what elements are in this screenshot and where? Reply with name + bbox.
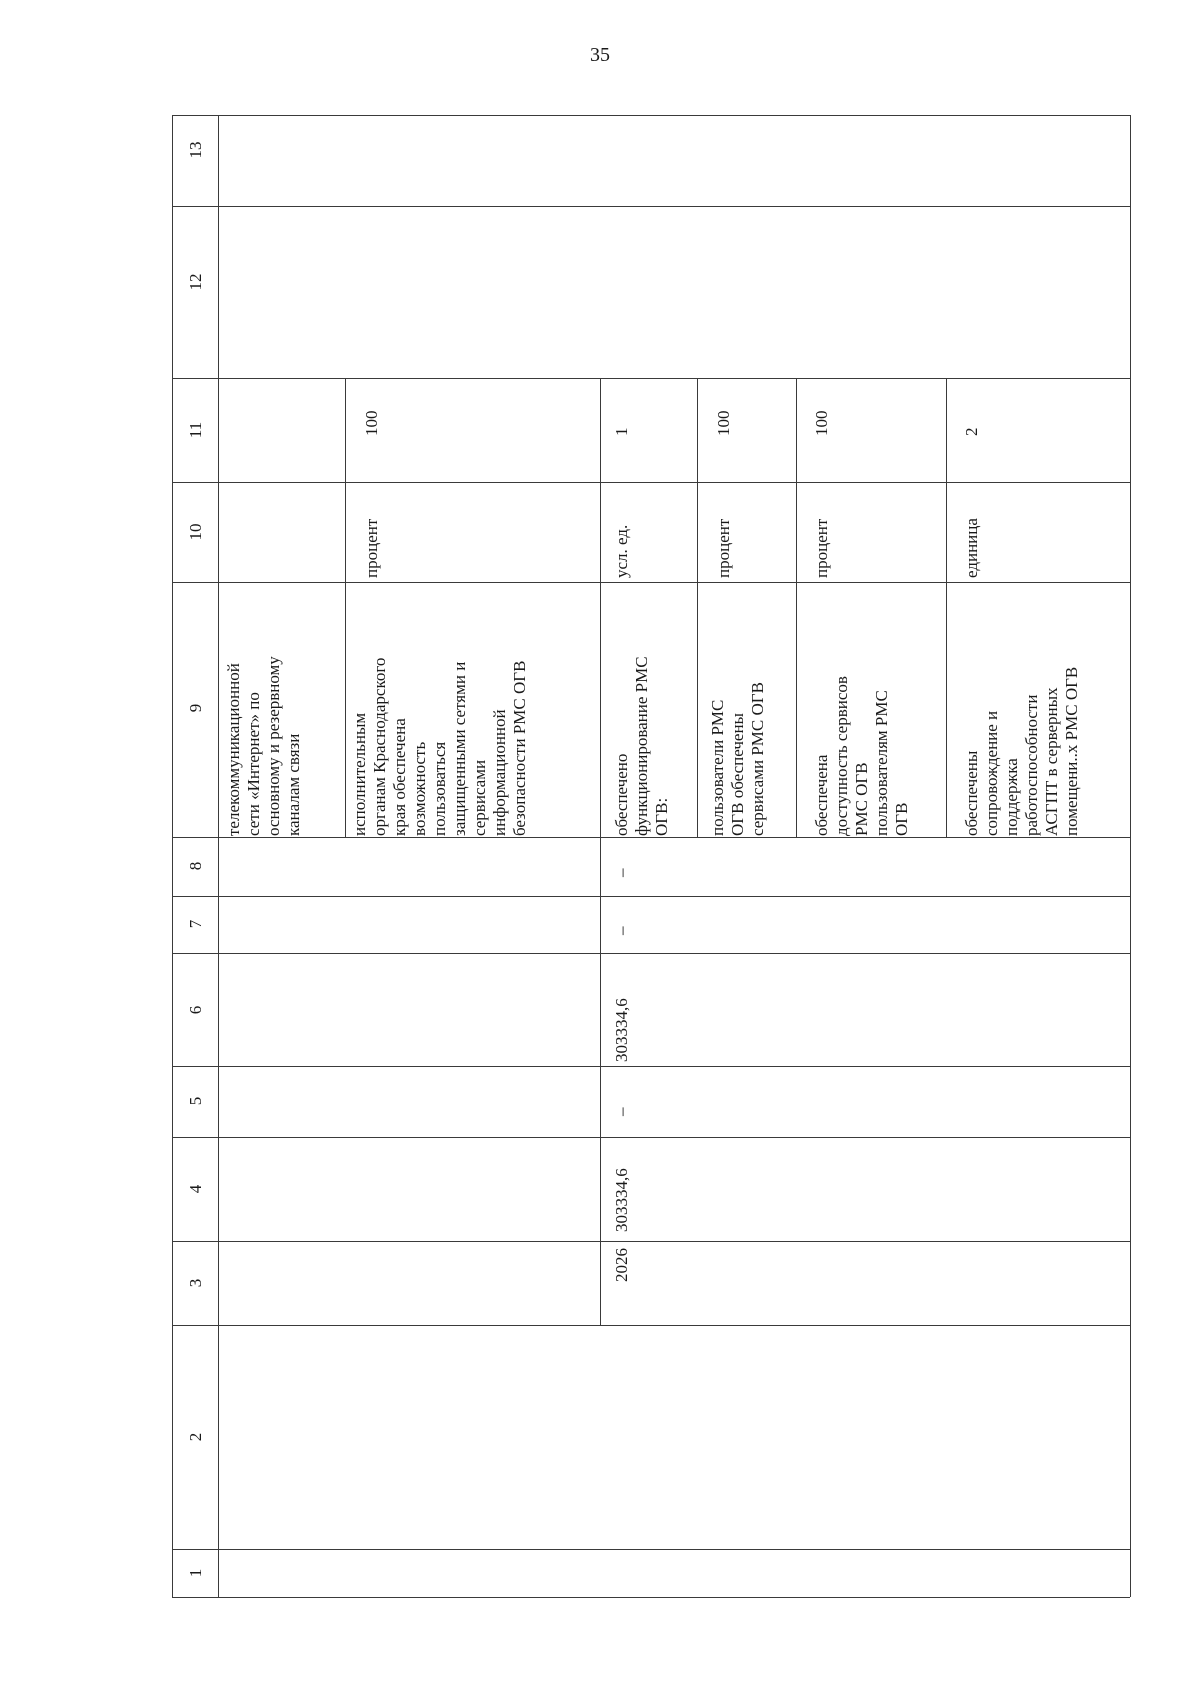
cell-r3-c9-description: обеспечено функционирование РМС ОГВ:: [612, 656, 671, 836]
cell-r3-c4-total: 303334,6: [612, 1168, 631, 1232]
column-number-5: 5: [186, 1096, 205, 1106]
column-number-1: 1: [186, 1568, 205, 1578]
cell-r2-c11-value: 100: [362, 410, 381, 436]
cell-r4-c9-description: пользователи РМС ОГВ обеспечены сервисами РМС ОГВ: [708, 682, 767, 836]
record-sep-a: [345, 378, 346, 837]
record-sep-d: [796, 378, 797, 837]
column-number-6: 6: [186, 1005, 205, 1015]
cell-r1-c9-description: телекоммуникационной сети «Интернет» по основному и резервному каналам связи: [224, 656, 303, 836]
record-sep-c: [697, 378, 698, 837]
cell-r2-c10-unit: процент: [362, 518, 381, 578]
table-border-top: [172, 115, 1130, 116]
column-number-11: 11: [186, 421, 205, 439]
cell-r4-c11-value: 100: [714, 410, 733, 436]
record-sep-b: [600, 378, 601, 1325]
col-boundary-13-12: [172, 206, 1130, 207]
col-boundary-2-1: [172, 1549, 1130, 1550]
cell-r3-c8-value: –: [612, 868, 631, 877]
col-boundary-7-6: [172, 953, 1130, 954]
col-boundary-4-3: [172, 1241, 1130, 1242]
column-number-9: 9: [186, 703, 205, 713]
table-border-bottom: [172, 1597, 1130, 1598]
record-sep-e: [946, 378, 947, 837]
cell-r2-c9-description: исполнительным органам Краснодарского края обеспечена возможность пользоваться защищенными сетями и сервисами информационной безопасности РМС ОГВ: [350, 657, 529, 836]
column-number-2: 2: [186, 1432, 205, 1442]
column-number-4: 4: [186, 1184, 205, 1194]
table-border-left: [172, 115, 173, 1597]
column-number-10: 10: [186, 523, 205, 541]
header-separator: [218, 115, 219, 1597]
table-border-right: [1130, 115, 1131, 1597]
cell-r6-c11-value: 2: [962, 427, 981, 436]
cell-r5-c10-unit: процент: [812, 518, 831, 578]
cell-r3-c7-value: –: [612, 926, 631, 935]
cell-r4-c10-unit: процент: [714, 518, 733, 578]
cell-r6-c9-description: обеспечены сопровождение и поддержка работоспособности АСГПТ в серверных помещени..х РМС ОГВ: [962, 666, 1081, 836]
col-boundary-10-9: [172, 582, 1130, 583]
cell-r5-c9-description: обеспечена доступность сервисов РМС ОГВ пользователям РМС ОГВ: [812, 676, 911, 836]
cell-r5-c11-value: 100: [812, 410, 831, 436]
column-number-3: 3: [186, 1278, 205, 1288]
cell-r6-c10-unit: единица: [962, 518, 981, 578]
col-boundary-12-11: [172, 378, 1130, 379]
col-boundary-5-4: [172, 1137, 1130, 1138]
col-boundary-11-10: [172, 482, 1130, 483]
col-boundary-6-5: [172, 1066, 1130, 1067]
column-number-12: 12: [186, 273, 205, 291]
cell-r3-c6-value: 303334,6: [612, 998, 631, 1062]
cell-r3-c5-value: –: [612, 1107, 631, 1116]
col-boundary-3-2: [172, 1325, 1130, 1326]
cell-r3-c10-unit: усл. ед.: [612, 524, 631, 578]
cell-r3-c3-year: 2026: [612, 1248, 631, 1282]
column-number-13: 13: [186, 141, 205, 159]
col-boundary-9-8: [172, 837, 1130, 838]
column-number-8: 8: [186, 861, 205, 871]
column-number-7: 7: [186, 919, 205, 929]
col-boundary-8-7: [172, 896, 1130, 897]
page-number: 35: [590, 44, 610, 66]
cell-r3-c11-value: 1: [612, 427, 631, 436]
